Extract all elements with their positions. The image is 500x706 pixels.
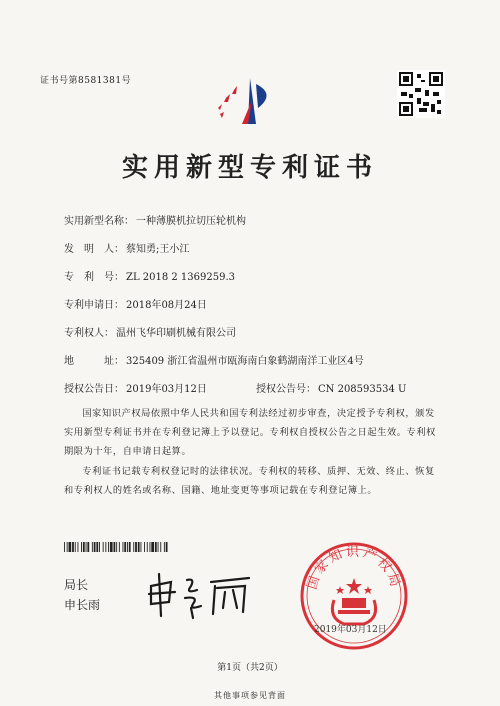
- barcode-bar: [138, 542, 140, 552]
- field-label: 专 利 号：: [64, 272, 124, 283]
- field-label: 授权公告号：: [256, 384, 316, 395]
- barcode-bar: [158, 542, 159, 552]
- director-signature: [145, 568, 265, 620]
- barcode-bar: [114, 542, 116, 552]
- legal-status-paragraph: 专利证书记载专利权登记时的法律状况。专利权的转移、质押、无效、终止、恢复和专利权人的姓名或名称、国籍、地址变更等事项记载在专利登记簿上。: [64, 466, 435, 496]
- barcode-bar: [75, 542, 76, 552]
- director-name: 申长雨: [64, 598, 101, 612]
- barcode-bar: [64, 542, 65, 552]
- barcode-bar: [99, 542, 100, 552]
- barcode-bar: [69, 542, 72, 552]
- field-label: 专利权人：: [64, 328, 114, 339]
- certificate-number: 证书号第8581381号: [40, 76, 132, 86]
- barcode-bar: [124, 542, 126, 552]
- field-value: 2018年08月24日: [126, 300, 207, 311]
- field-label: 实用新型名称：: [64, 216, 134, 227]
- barcode-bar: [105, 542, 106, 552]
- barcode-bar: [135, 542, 137, 552]
- barcode-bar: [67, 542, 68, 552]
- cnipa-logo: [212, 74, 282, 126]
- certificate-title: 实用新型专利证书: [121, 153, 378, 183]
- field-label: 发 明 人：: [64, 244, 124, 255]
- field-value: CN 208593534 U: [318, 384, 407, 395]
- director-title: 局长: [64, 578, 89, 592]
- barcode-bar: [155, 542, 157, 552]
- barcode-bar: [81, 542, 82, 552]
- field-inventor: [64, 240, 189, 255]
- field-label: 地 址：: [64, 356, 124, 367]
- barcode-bar: [96, 542, 98, 552]
- field-utility-model-name: [64, 212, 246, 227]
- barcode-bar: [110, 542, 113, 552]
- barcode-bar: [160, 542, 161, 552]
- barcode-bar: [83, 542, 85, 552]
- barcode-bar: [103, 542, 104, 552]
- barcode-bar: [129, 542, 131, 552]
- field-value: 325409 浙江省温州市瓯海南白象鹤湖南洋工业区4号: [126, 356, 364, 367]
- barcode-bar: [78, 542, 79, 552]
- field-value: 蔡知勇;王小江: [126, 244, 190, 255]
- footer-note: 其他事项参见背面: [214, 691, 286, 700]
- barcode-bar: [72, 542, 74, 552]
- field-label: 专利申请日：: [64, 300, 124, 311]
- seal-text: 国家知识产权局: [304, 544, 404, 592]
- barcode-bar: [151, 542, 154, 552]
- seal-date: 2019年03月12日: [314, 625, 387, 635]
- barcode-bar: [116, 542, 117, 552]
- barcode-bar: [123, 542, 124, 552]
- barcode-bar: [164, 542, 165, 552]
- barcode: [64, 542, 169, 552]
- field-patentee: [64, 324, 236, 339]
- barcode-bar: [127, 542, 128, 552]
- barcode-bar: [141, 542, 142, 552]
- field-value: 2019年03月12日: [126, 384, 207, 395]
- field-value: ZL 2018 2 1369259.3: [126, 272, 236, 283]
- barcode-bar: [150, 542, 151, 552]
- barcode-bar: [133, 542, 134, 552]
- barcode-bar: [144, 542, 145, 552]
- official-seal: [298, 540, 410, 652]
- field-value: 一种薄膜机拉切压轮机构: [136, 216, 246, 227]
- barcode-bar: [166, 542, 168, 552]
- field-label: 授权公告日：: [64, 384, 124, 395]
- field-value: 温州飞华印刷机械有限公司: [116, 328, 236, 339]
- barcode-bar: [108, 542, 109, 552]
- barcode-bar: [86, 542, 87, 552]
- field-patent-number: [64, 268, 235, 283]
- barcode-bar: [87, 542, 89, 552]
- page-number: 第1页（共2页）: [217, 663, 283, 673]
- barcode-bar: [92, 542, 93, 552]
- qr-code: [397, 70, 445, 118]
- field-grant-date: [64, 380, 207, 395]
- field-application-date: [64, 296, 207, 311]
- barcode-bar: [119, 542, 120, 552]
- barcode-bar: [147, 542, 148, 552]
- field-grant-number: [256, 380, 406, 395]
- barcode-bar: [94, 542, 96, 552]
- field-address: [64, 352, 364, 367]
- grant-statement-paragraph: 国家知识产权局依照中华人民共和国专利法经过初步审查，决定授予专利权，颁发实用新型专利证书并在专利登记簿上予以登记。专利权自授权公告之日起生效。专利权期限为十年，自申请日起算。: [64, 408, 436, 457]
